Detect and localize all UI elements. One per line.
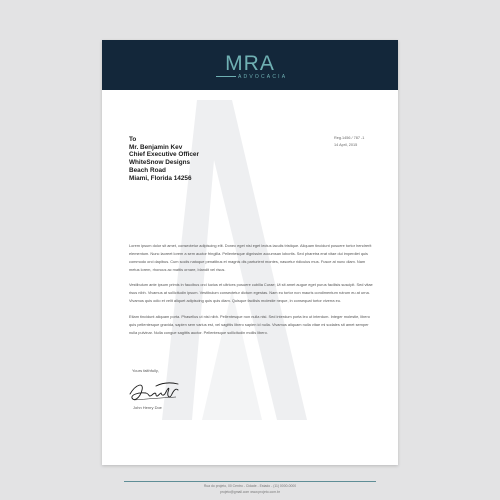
recipient-line: WhiteSnow Designs [129,159,191,167]
body-paragraph: Lorem ipsum dolor sit amet, consectetur adipiscing elit. Donec eget nisi eget lectus iaculis tristique. Aliquam tincidunt posuere tortor hendrerit elementum. Nunc laoreet lorem a sem auctor fringilla. Pellentesque dignissim accumsan lobortis. Sed pharetra erat vitae dui imperdiet quis commodo orci dapibus. Cum sociis natoque penatibus et magnis dis parturient montes, nascetur ridiculus mus. Fusce at nunc diam. Nam metus lorem, rhoncus ac mattis ornare, blandit vel risus. [129,243,372,272]
letterhead-page [102,40,398,494]
logo-tagline: ADVOCACIA [238,74,288,80]
recipient-line: Beach Road [129,166,166,174]
letterhead-footer [102,484,398,495]
letter-date: 14 April, 2015 [334,143,358,147]
recipient-line: Miami, Florida 14256 [129,174,192,182]
footer-address: Rua do projeto, 00 Centro - Cidade - Estado - (11) 0000-0000 [203,484,297,488]
footer-divider [124,481,376,482]
footer-contact: projeto@gmail.com www.projeto.com.br [220,489,280,494]
letter-body [129,242,375,344]
logo-mark [217,51,283,73]
recipient-line: Chief Executive Officer [129,151,199,159]
recipient-line: Mr. Benjamin Kev [129,143,183,151]
letterhead-header [102,40,398,90]
reference-number: Reg.1456 / 787 -1 [334,136,365,140]
logo-text: MRA [225,52,275,75]
recipient-line: To [129,136,137,143]
logo-rule [216,76,236,77]
signer-name: John Henry Doe [133,405,162,410]
signature-image [126,378,184,404]
closing-salutation: Yours faithfully, [132,368,159,373]
recipient-address [129,136,279,182]
letter-meta [334,135,394,149]
body-paragraph: Vestibulum ante ipsum primis in faucibus orci luctus et ultrices posuere cubilia Curae; Ut sit amet augue eget purus facilisis suscipit. Sed vitae risus nibh. Vivamus at sollicitudin ipsum. Vestibulum consectetur dictum egestas. Nam eu tortor non mauris condimentum rutrum eu at urna. Vivamus quis odio et velit aliquet adipiscing quis quis diam. Quisque facilisis molestie neque, in consequat tortor viverra eu. [129,282,373,304]
body-paragraph: Etiam tincidunt aliquam porta. Phasellus ut nisi nibh. Pellentesque non nulla nisi. Sed interdum porta leo ut interdum. Integer molestie, libero quis pellentesque gravida, sapien sem varius est, vel sagittis libero sapien id nulla. Vivamus aliquam nulla vitae mi sodales sit amet semper nulla pulvinar. Nulla congue sagittis auctor. Pellentesque sollicitudin mollis libero. [129,313,370,335]
